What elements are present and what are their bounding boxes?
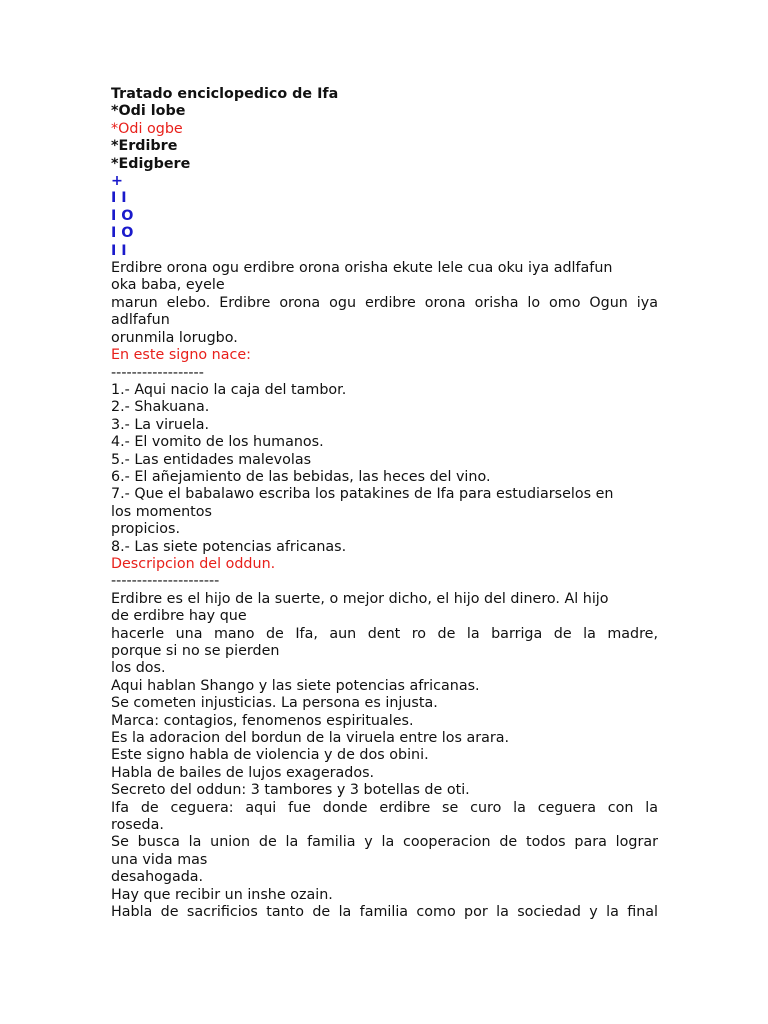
section-rule: ------------------ [111,364,204,381]
list-item: 5.- Las entidades malevolas [111,451,312,468]
list-item: 1.- Aqui nacio la caja del tambor. [111,381,347,398]
paragraph-line: los dos. [111,660,166,677]
paragraph-line: Erdibre es el hijo de la suerte, o mejor dicho, el hijo del dinero. Al hijo [111,590,609,607]
sign-mark-row: I O [111,207,134,224]
paragraph-line: una vida mas [111,851,208,868]
paragraph-line: de erdibre hay que [111,608,247,625]
paragraph-line: Aqui hablan Shango y las siete potencias africanas. [111,677,480,694]
name-odi-lobe: *Odi lobe [111,103,186,120]
intro-line: orunmila lorugbo. [111,329,238,346]
name-edigbere: *Edigbere [111,155,191,172]
section-heading-nace: En este signo nace: [111,347,251,364]
section-heading-descripcion: Descripcion del oddun. [111,555,276,572]
sign-mark-row: I I [111,190,127,207]
list-item: 8.- Las siete potencias africanas. [111,538,347,555]
paragraph-line: Ifa de ceguera: aqui fue donde erdibre se curo la ceguera con la [111,799,658,816]
paragraph-line: Es la adoracion del bordun de la viruela entre los arara. [111,730,510,747]
document-page [111,86,658,922]
intro-line: marun elebo. Erdibre orona ogu erdibre orona orisha lo omo Ogun iya [111,294,658,311]
paragraph-line: roseda. [111,817,164,834]
list-item: 3.- La viruela. [111,416,210,433]
sign-mark-row: I I [111,242,127,259]
paragraph-line: hacerle una mano de Ifa, aun dent ro de la barriga de la madre, [111,625,658,642]
paragraph-line: Este signo habla de violencia y de dos obini. [111,747,429,764]
name-erdibre: *Erdibre [111,138,178,155]
name-odi-ogbe: *Odi ogbe [111,120,183,137]
paragraph-line: Habla de bailes de lujos exagerados. [111,764,375,781]
paragraph-line: desahogada. [111,869,204,886]
intro-line: adlfafun [111,312,170,329]
list-item: 7.- Que el babalawo escriba los patakines de Ifa para estudiarselos en [111,486,614,503]
intro-line: oka baba, eyele [111,277,225,294]
intro-line: Erdibre orona ogu erdibre orona orisha ekute lele cua oku iya adlfafun [111,260,613,277]
list-item: los momentos [111,503,212,520]
paragraph-line: Hay que recibir un inshe ozain. [111,886,333,903]
paragraph-line: Se cometen injusticias. La persona es injusta. [111,695,438,712]
list-item: 4.- El vomito de los humanos. [111,434,324,451]
paragraph-line: Se busca la union de la familia y la cooperacion de todos para lograr [111,834,658,851]
sign-mark-plus: + [111,173,123,190]
list-item: propicios. [111,521,181,538]
list-item: 2.- Shakuana. [111,399,210,416]
section-rule: --------------------- [111,573,220,590]
paragraph-line: Marca: contagios, fenomenos espirituales. [111,712,414,729]
document-title: Tratado enciclopedico de Ifa [111,86,339,102]
paragraph-line: porque si no se pierden [111,643,280,659]
paragraph-line: Habla de sacrificios tanto de la familia como por la sociedad y la final [111,904,658,921]
sign-mark-row: I O [111,225,134,242]
list-item: 6.- El añejamiento de las bebidas, las heces del vino. [111,468,491,485]
paragraph-line: Secreto del oddun: 3 tambores y 3 botellas de oti. [111,782,470,799]
